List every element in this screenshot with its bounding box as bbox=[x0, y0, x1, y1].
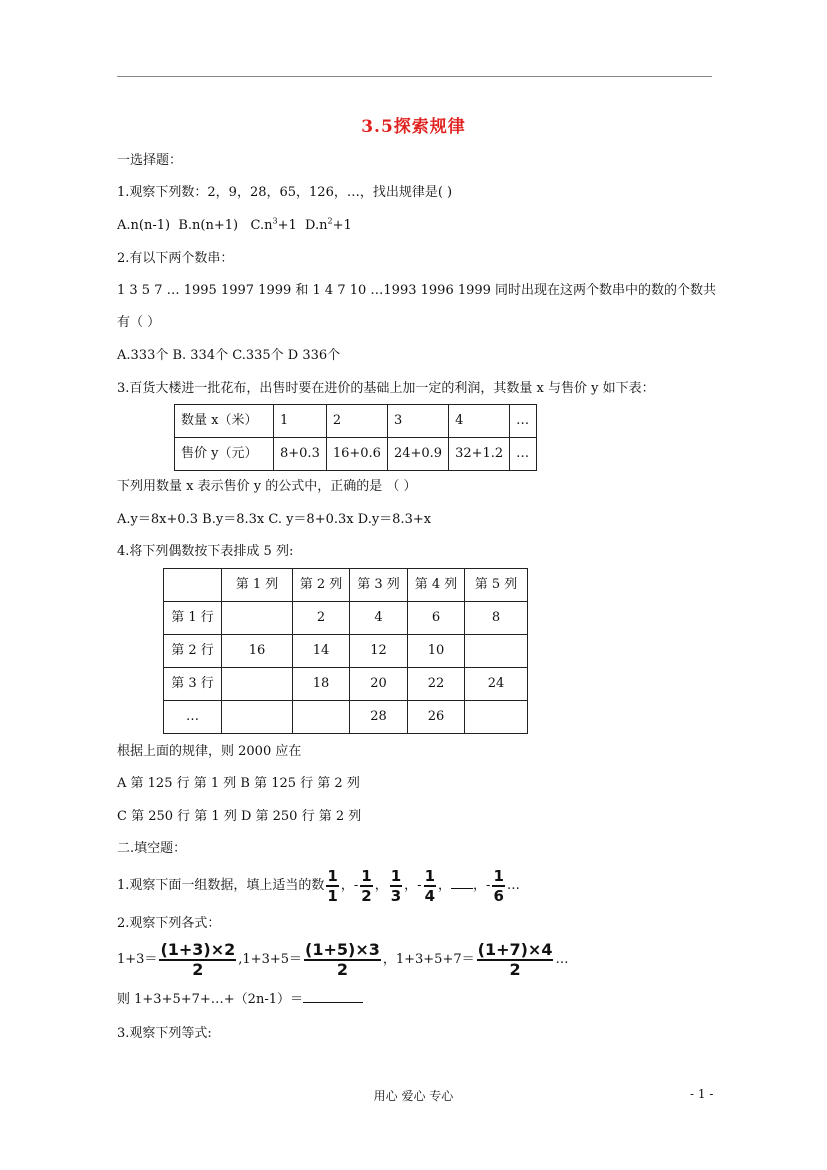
table-cell: 16+0.6 bbox=[326, 438, 387, 471]
q2-stem: 2.有以下两个数串： bbox=[117, 251, 234, 266]
fill-q2-stem: 2.观察下列各式： bbox=[117, 916, 221, 931]
q1-stem: 1.观察下列数：2，9，28，65，126，…，找出规律是( ) bbox=[117, 185, 453, 200]
table-cell: 4 bbox=[449, 405, 510, 438]
page-title: 3.5探索规律 bbox=[361, 117, 466, 137]
table-cell: … bbox=[510, 438, 537, 471]
table-cell: 10 bbox=[408, 635, 465, 668]
fill-q2-question: 则 1+3+5+7+…+（2n-1）＝ bbox=[117, 990, 363, 1009]
answer-blank[interactable] bbox=[451, 876, 473, 889]
table-row bbox=[164, 701, 528, 734]
section-fill-heading: 二.填空题： bbox=[117, 841, 187, 856]
table-cell: 16 bbox=[222, 635, 293, 668]
fill-q3-stem: 3.观察下列等式: bbox=[117, 1026, 212, 1041]
table-cell: 第 4 列 bbox=[408, 569, 465, 602]
q4-table bbox=[163, 568, 528, 734]
table-row bbox=[164, 602, 528, 635]
q1-option-d: $D.n^2+1$ bbox=[305, 216, 352, 233]
q4-options-cd: C 第 250 行 第 1 列 D 第 250 行 第 2 列 bbox=[117, 809, 362, 824]
fraction: $\frac{(1+3)\times 2}{2}$ bbox=[160, 939, 236, 979]
table-cell: 2 bbox=[293, 602, 350, 635]
table-cell bbox=[222, 701, 293, 734]
fraction: $\frac{(1+7)\times 4}{2}$ bbox=[477, 939, 553, 979]
q4-stem: 4.将下列偶数按下表排成 5 列: bbox=[117, 544, 294, 559]
header-rule bbox=[117, 76, 712, 77]
fraction: $\frac{1}{1}$ bbox=[327, 866, 338, 905]
table-cell: 8 bbox=[465, 602, 528, 635]
answer-blank[interactable] bbox=[303, 990, 363, 1003]
q2-options: A.333个 B. 334个 C.335个 D 336个 bbox=[117, 348, 341, 363]
table-cell bbox=[222, 668, 293, 701]
table-cell: 第 3 行 bbox=[164, 668, 222, 701]
table-cell: 第 5 列 bbox=[465, 569, 528, 602]
table-cell bbox=[164, 569, 222, 602]
table-cell bbox=[465, 635, 528, 668]
table-cell: 1 bbox=[274, 405, 327, 438]
table-cell: 数量 x（米） bbox=[175, 405, 274, 438]
q1-option-c: $C.n^3+1$ bbox=[250, 216, 297, 233]
fill-q1-stem: 1.观察下面一组数据，填上适当的数 bbox=[117, 878, 325, 893]
q2-text: 1 3 5 7 … 1995 1997 1999 和 1 4 7 10 …1993 1996 1999 同时出现在这两个数串中的数的个数共 bbox=[117, 283, 717, 298]
table-cell: 18 bbox=[293, 668, 350, 701]
page-number: - 1 - bbox=[690, 1087, 714, 1101]
table-row bbox=[164, 569, 528, 602]
table-cell: 售价 y（元） bbox=[175, 438, 274, 471]
table-cell: … bbox=[510, 405, 537, 438]
fraction: $\frac{1}{4}$ bbox=[424, 866, 436, 905]
fraction: $\frac{1}{6}$ bbox=[493, 866, 504, 905]
table-cell bbox=[222, 602, 293, 635]
table-cell: 20 bbox=[350, 668, 408, 701]
fill-q2-formulas: 1+3＝ $\frac{(1+3)\times 2}{2}$ ,1+3+5＝ $\frac{(1+5)\times 3}{2}$ ，1+3+5+7＝ $\frac{(1+7)\times 4}{2}$ … bbox=[117, 939, 569, 979]
q4-options-ab: A 第 125 行 第 1 列 B 第 125 行 第 2 列 bbox=[117, 776, 360, 791]
table-row bbox=[175, 405, 537, 438]
table-cell: 3 bbox=[387, 405, 448, 438]
table-cell bbox=[293, 701, 350, 734]
table-cell: 第 1 列 bbox=[222, 569, 293, 602]
fraction: $\frac{1}{2}$ bbox=[361, 866, 372, 905]
q1-options bbox=[117, 217, 352, 235]
table-cell: 12 bbox=[350, 635, 408, 668]
q2-text-cont: 有（ ） bbox=[117, 315, 161, 330]
table-cell: 28 bbox=[350, 701, 408, 734]
table-cell: 6 bbox=[408, 602, 465, 635]
table-cell: 32+1.2 bbox=[449, 438, 510, 471]
table-cell: 2 bbox=[326, 405, 387, 438]
table-cell: 26 bbox=[408, 701, 465, 734]
q3-table bbox=[174, 404, 537, 471]
table-row bbox=[175, 438, 537, 471]
q1-option-a: A.n(n-1) bbox=[117, 218, 171, 233]
q1-option-b: B.n(n+1) bbox=[178, 218, 239, 233]
section-choice-heading: 一选择题： bbox=[117, 153, 183, 168]
fill-q1: 1.观察下面一组数据，填上适当的数 $\frac{1}{1}$ ，- $\frac{1}{2}$ ， $\frac{1}{3}$ ，- $\frac{1}{4}$ ， ，- $\frac{1}{6}$ … bbox=[117, 866, 520, 905]
table-cell: 24 bbox=[465, 668, 528, 701]
table-cell: 8+0.3 bbox=[274, 438, 327, 471]
table-row bbox=[164, 635, 528, 668]
table-cell: … bbox=[164, 701, 222, 734]
page-footer: 用心 爱心 专心 bbox=[373, 1089, 454, 1103]
table-cell: 14 bbox=[293, 635, 350, 668]
table-cell: 22 bbox=[408, 668, 465, 701]
table-cell: 第 1 行 bbox=[164, 602, 222, 635]
q3-options: A.y＝8x+0.3 B.y＝8.3x C. y＝8+0.3x D.y＝8.3+x bbox=[117, 512, 432, 527]
table-cell: 第 3 列 bbox=[350, 569, 408, 602]
q4-question: 根据上面的规律，则 2000 应在 bbox=[117, 744, 302, 759]
table-cell: 24+0.9 bbox=[387, 438, 448, 471]
q3-stem: 3.百货大楼进一批花布，出售时要在进价的基础上加一定的利润，其数量 x 与售价 y 如下表： bbox=[117, 381, 655, 396]
table-cell bbox=[465, 701, 528, 734]
table-cell: 4 bbox=[350, 602, 408, 635]
table-cell: 第 2 行 bbox=[164, 635, 222, 668]
table-cell: 第 2 列 bbox=[293, 569, 350, 602]
fraction: $\frac{(1+5)\times 3}{2}$ bbox=[305, 939, 380, 979]
fraction: $\frac{1}{3}$ bbox=[390, 866, 402, 905]
q3-question: 下列用数量 x 表示售价 y 的公式中，正确的是 （ ） bbox=[117, 479, 417, 494]
table-row bbox=[164, 668, 528, 701]
